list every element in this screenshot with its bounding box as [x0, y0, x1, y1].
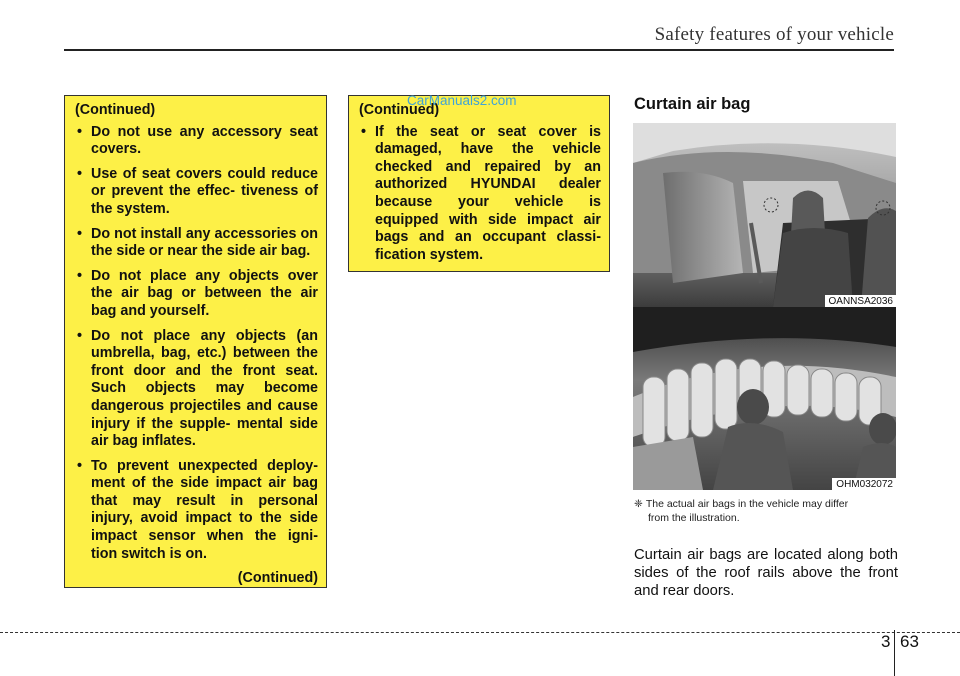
warning-box-middle [348, 95, 610, 272]
interior-illustration-1 [633, 123, 896, 307]
page-chapter: 3 [881, 632, 891, 651]
footer-dashed-rule [0, 632, 960, 633]
header-rule [64, 49, 894, 51]
page-header-title: Safety features of your vehicle [654, 24, 894, 45]
note-line-2: from the illustration. [648, 512, 740, 524]
warning-item: • Do not place any objects (an umbrella, bag, etc.) between the front door and the front seat. Such objects may become dangerous projectiles and cause injury if the supple- mental side air bag inflates. [75, 328, 318, 451]
illustration-note [634, 497, 899, 525]
continued-label-top: (Continued) [359, 102, 440, 118]
warning-item: • Use of seat covers could reduce or prevent the effec- tiveness of the system. [75, 166, 318, 219]
note-line-1 [634, 497, 899, 511]
note-text-1: The actual air bags in the vehicle may differ [645, 498, 849, 510]
figure-code-1: OANNSA2036 [825, 295, 896, 307]
figure-interior-stowed [633, 123, 896, 307]
continued-label-bottom: (Continued) [237, 570, 318, 587]
warning-list-middle [359, 124, 601, 265]
warning-box-left [64, 95, 327, 588]
warning-item: • To prevent unexpected deploy- ment of the side impact air bag that may result in personal injury, avoid impact to the side impact sensor when the igni- tion switch is on. [75, 458, 318, 564]
warning-list-left [75, 124, 318, 564]
continued-label-top: (Continued) [75, 102, 156, 118]
figure-airbag-deployed [633, 307, 896, 490]
section-title: Curtain air bag [634, 95, 751, 113]
watermark-text: CarManuals2.com [407, 93, 517, 108]
page-number: 63 [900, 632, 919, 651]
warning-item: • Do not install any accessories on the side or near the side air bag. [75, 226, 318, 261]
warning-item: • If the seat or seat cover is damaged, have the vehicle checked and repaired by an authorized HYUNDAI dealer because your vehicle is equipped with side impact air bags and an occupant classi- fication system. [359, 124, 601, 265]
interior-illustration-2 [633, 307, 896, 490]
note-symbol: ❈ [634, 498, 643, 510]
figure-code-2: OHM032072 [832, 478, 896, 490]
body-paragraph: Curtain air bags are located along both sides of the roof rails above the front and rear doors. [634, 547, 898, 599]
footer-divider [894, 630, 895, 676]
warning-item: • Do not use any accessory seat covers. [75, 124, 318, 159]
warning-item: • Do not place any objects over the air bag or between the air bag and yourself. [75, 268, 318, 321]
